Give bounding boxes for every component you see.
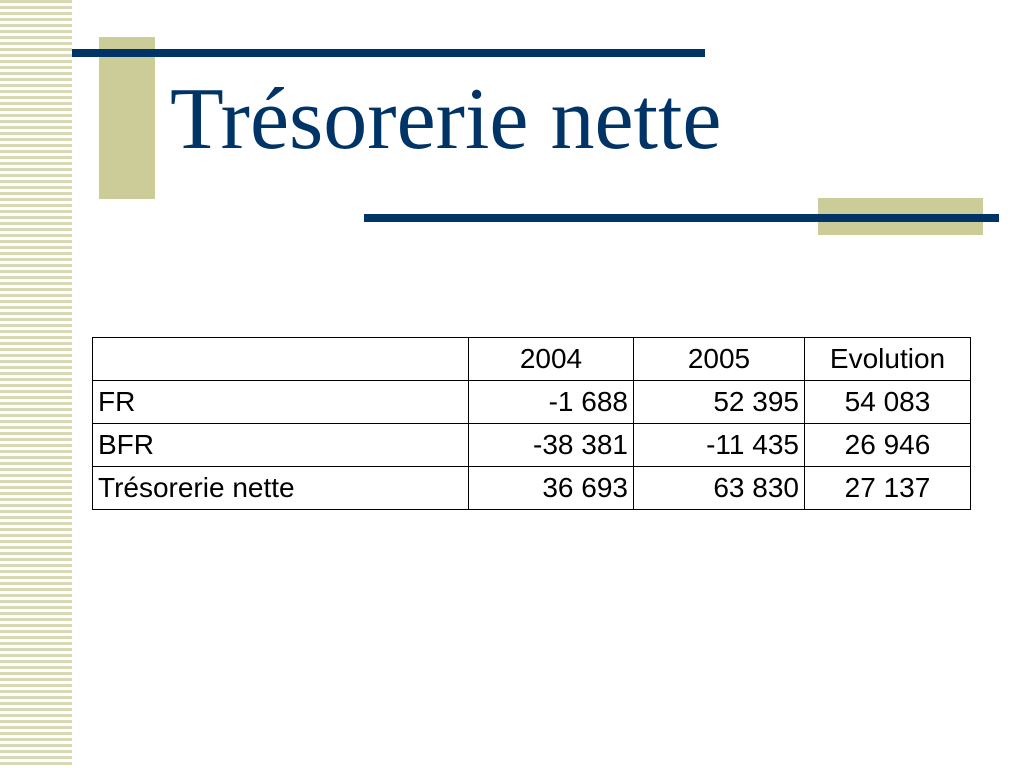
treasury-table — [92, 337, 971, 510]
row-label: FR — [93, 381, 469, 424]
header-cell-evolution: Evolution — [805, 338, 971, 381]
cell-2005: 63 830 — [634, 467, 805, 510]
table-row — [93, 424, 971, 467]
cell-evolution: 27 137 — [805, 467, 971, 510]
cell-2004: 36 693 — [469, 467, 634, 510]
title-accent-block-left — [99, 37, 155, 199]
cell-2005: -11 435 — [634, 424, 805, 467]
title-rule-bottom — [364, 214, 999, 222]
cell-2004: -1 688 — [469, 381, 634, 424]
cell-2005: 52 395 — [634, 381, 805, 424]
cell-evolution: 26 946 — [805, 424, 971, 467]
table-header-row — [93, 338, 971, 381]
table-row — [93, 467, 971, 510]
slide-title: Trésorerie nette — [170, 71, 722, 168]
table-row — [93, 381, 971, 424]
cell-2004: -38 381 — [469, 424, 634, 467]
header-cell-2005: 2005 — [634, 338, 805, 381]
header-cell-2004: 2004 — [469, 338, 634, 381]
left-stripe-decoration — [0, 0, 72, 768]
row-label: BFR — [93, 424, 469, 467]
header-cell-label — [93, 338, 469, 381]
cell-evolution: 54 083 — [805, 381, 971, 424]
row-label: Trésorerie nette — [93, 467, 469, 510]
title-rule-top — [72, 49, 705, 57]
